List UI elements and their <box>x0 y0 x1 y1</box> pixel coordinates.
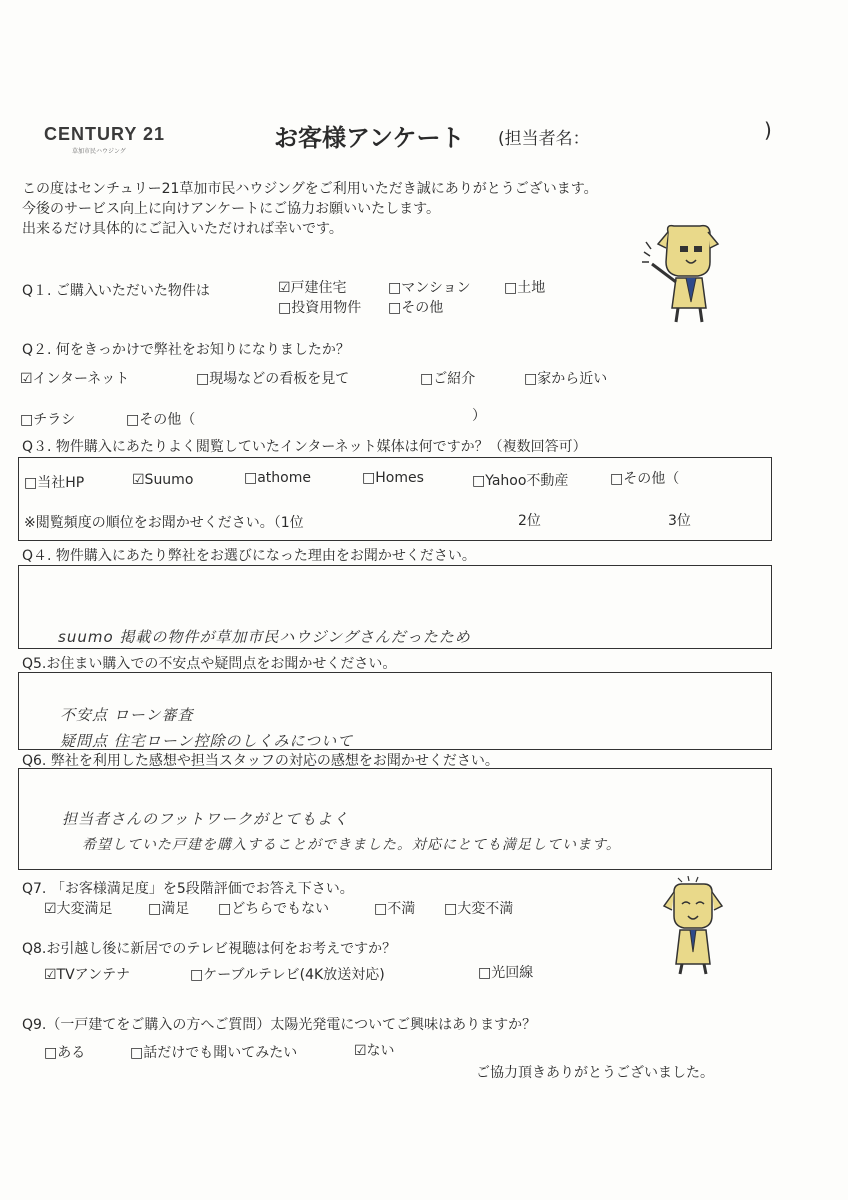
q9-option-no[interactable]: ☑ない <box>354 1043 395 1059</box>
q5-answer-line-2: 疑問点 住宅ローン控除のしくみについて <box>60 732 354 750</box>
q3-question: Q３. 物件購入にあたりよく閲覧していたインターネット媒体は何ですか？（複数回答可） <box>22 439 587 455</box>
q1-option-mansion[interactable]: □マンション <box>388 280 471 296</box>
q2-other-close: ） <box>472 408 486 424</box>
q2-option-referral[interactable]: □ご紹介 <box>420 371 476 387</box>
q3-option-athome[interactable]: □athome <box>244 470 311 486</box>
q7-option-very-satisfied[interactable]: ☑大変満足 <box>44 901 113 917</box>
q3-rank-2: 2位 <box>518 513 541 529</box>
q7-option-satisfied[interactable]: □満足 <box>148 901 190 917</box>
q1-option-investment[interactable]: □投資用物件 <box>278 300 362 316</box>
thank-you-message: ご協力頂きありがとうございました。 <box>476 1065 714 1081</box>
q8-option-fiber[interactable]: □光回線 <box>478 965 534 981</box>
intro-line-3: 出来るだけ具体的にご記入いただければ幸いです。 <box>22 221 343 237</box>
q7-option-dissatisfied[interactable]: □不満 <box>374 901 416 917</box>
q8-option-tv-antenna[interactable]: ☑TVアンテナ <box>44 967 131 983</box>
q2-option-internet[interactable]: ☑インターネット <box>20 371 130 387</box>
intro-line-1: この度はセンチュリー21草加市民ハウジングをご利用いただき誠にありがとうございます。 <box>22 181 598 197</box>
q2-option-other[interactable]: □その他（ <box>126 412 196 428</box>
q1-question: Q１. ご購入いただいた物件は <box>22 283 210 299</box>
q7-option-neutral[interactable]: □どちらでもない <box>218 901 330 917</box>
q3-option-other[interactable]: □その他（ <box>610 471 680 487</box>
staff-name-label: (担当者名： <box>498 129 590 149</box>
q3-option-suumo[interactable]: ☑Suumo <box>132 472 194 488</box>
dog-mascot-smiling-icon <box>660 876 724 976</box>
page-title: お客様アンケート <box>274 124 465 152</box>
q3-option-yahoo[interactable]: □Yahoo不動産 <box>472 473 569 489</box>
q6-question: Q6. 弊社を利用した感想や担当スタッフの対応の感想をお聞かせください。 <box>22 753 499 769</box>
q3-rank-3: 3位 <box>668 513 691 529</box>
q1-option-other[interactable]: □その他 <box>388 300 444 316</box>
q6-answer-line-2: 希望していた戸建を購入することができました。対応にとても満足しています。 <box>82 837 621 853</box>
q1-option-detached-house[interactable]: ☑戸建住宅 <box>278 280 347 296</box>
q4-answer-text: suumo 掲載の物件が草加市民ハウジングさんだったため <box>58 628 471 646</box>
q7-option-very-dissatisfied[interactable]: □大変不満 <box>444 901 514 917</box>
q9-question: Q9.（一戸建てをご購入の方へご質問）太陽光発電についてご興味はありますか？ <box>22 1017 537 1033</box>
q4-question: Q４. 物件購入にあたり弊社をお選びになった理由をお聞かせください。 <box>22 548 476 564</box>
q3-option-homes[interactable]: □Homes <box>362 470 424 486</box>
q2-question: Q２. 何をきっかけで弊社をお知りになりましたか？ <box>22 342 350 358</box>
q8-option-cable-tv[interactable]: □ケーブルテレビ(4K放送対応) <box>190 967 385 983</box>
q7-question: Q7. 「お客様満足度」を5段階評価でお答え下さい。 <box>22 881 354 897</box>
q6-answer-line-1: 担当者さんのフットワークがとてもよく <box>62 810 349 828</box>
intro-line-2: 今後のサービス向上に向けアンケートにご協力お願いいたします。 <box>22 201 441 217</box>
q8-question: Q8.お引越し後に新居でのテレビ視聴は何をお考えですか？ <box>22 941 397 957</box>
q2-option-near-home[interactable]: □家から近い <box>524 371 608 387</box>
dog-mascot-pointing-icon <box>638 222 722 326</box>
q3-option-company-hp[interactable]: □当社HP <box>24 475 85 491</box>
q2-option-flyer[interactable]: □チラシ <box>20 412 76 428</box>
q2-option-signboard[interactable]: □現場などの看板を見て <box>196 371 350 387</box>
staff-name-close: ) <box>764 118 772 142</box>
q9-option-just-listen[interactable]: □話だけでも聞いてみたい <box>130 1045 298 1061</box>
q5-answer-line-1: 不安点 ローン審査 <box>60 706 194 724</box>
q1-option-land[interactable]: □土地 <box>504 280 546 296</box>
company-logo: CENTURY 21 <box>44 124 166 144</box>
q3-rank-label: ※閲覧頻度の順位をお聞かせください。（1位 <box>24 515 304 531</box>
q9-option-yes[interactable]: □ある <box>44 1045 86 1061</box>
company-logo-subtitle: 草加市民ハウジング <box>72 148 126 155</box>
q5-question: Q5.お住まい購入での不安点や疑問点をお聞かせください。 <box>22 656 397 672</box>
